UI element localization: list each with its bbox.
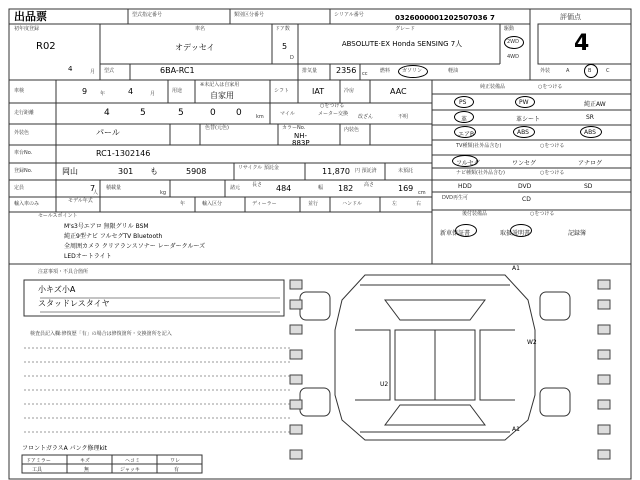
capacity-unit: 人 — [93, 190, 99, 196]
plate-class: 301 — [118, 167, 134, 176]
equip-aw: 純正AW — [584, 101, 606, 108]
mark-w2: W2 — [527, 339, 537, 346]
color-no-2: 883P — [292, 139, 310, 147]
usage-note: ※未記入は自家用 — [200, 82, 240, 88]
nav-note: ○をつける — [540, 170, 565, 176]
legend-tools-value: 無 — [84, 467, 90, 473]
mark-a1-top: A1 — [512, 265, 520, 272]
color-no-1: NH- — [294, 132, 308, 140]
inspect-year: 9 — [82, 87, 88, 96]
tv-fullseg: フルセグ — [456, 160, 480, 167]
interior-color-label: 内装色 — [344, 127, 360, 133]
mark-a1-bottom: A1 — [512, 426, 520, 433]
nav-dvd: DVD — [518, 183, 532, 190]
after-label: 後付装備品 — [462, 211, 488, 217]
sheet-title: 出品票 — [14, 10, 47, 23]
car-diagram — [300, 275, 570, 440]
fuel-light: 軽油 — [448, 68, 459, 74]
mileage-digit-5: 0 — [236, 108, 242, 118]
handle-left: 左 — [392, 201, 398, 207]
nav-sd: SD — [584, 183, 593, 190]
equipment-title: 純正装備品 — [480, 84, 506, 90]
displacement-value: 2356 — [336, 66, 357, 75]
equip-airbag: エアB — [458, 131, 475, 138]
shift-label: シフト — [274, 88, 290, 94]
plate-area: 岡山 — [62, 167, 78, 176]
ext-color-label: 外装色 — [14, 130, 30, 136]
capacity-label: 定員 — [14, 185, 25, 191]
notes-label: 注意事項・不具合箇所 — [38, 269, 89, 275]
ext-grade-label: 外装 — [540, 68, 551, 74]
equip-leather: 革 — [461, 116, 468, 123]
dvd-cd: CD — [522, 196, 531, 203]
score-label: 評価点 — [560, 13, 581, 21]
nav-label: ナビ種類(社外品含む) — [456, 170, 505, 176]
displacement-label: 排気量 — [302, 68, 318, 74]
handle-right: 右 — [416, 201, 422, 207]
legend-crack: ワレ — [170, 458, 181, 464]
mile-label: マイル — [280, 111, 295, 117]
equip-sr: SR — [586, 114, 594, 121]
mileage-unit: km — [256, 114, 264, 120]
meter-unknown: 不明 — [398, 114, 409, 120]
sales-point-4: LEDオートライト — [64, 253, 112, 260]
tv-analog: アナログ — [578, 160, 603, 167]
equip-leather-seat: 革シート — [516, 116, 541, 123]
book-manual: 取扱説明書 — [500, 230, 531, 237]
model-label: 型式 — [104, 68, 115, 74]
nav-hdd: HDD — [458, 183, 472, 190]
book-warranty-circle — [455, 224, 477, 237]
import-div-label: 輸入区分 — [202, 201, 223, 207]
legend-scratch: キズ — [80, 458, 90, 464]
equip-abs2: ABS — [584, 129, 596, 136]
equip-abs: ABS — [517, 129, 529, 136]
header-cell-3: シリアル番号 — [334, 12, 364, 18]
book-record: 記録簿 — [568, 230, 587, 237]
sales-points-label: セールスポイント — [38, 213, 78, 219]
chassis-label: 車台No. — [14, 150, 33, 156]
book-manual-circle — [510, 224, 532, 237]
header-cell-1: 型式指定番号 — [132, 12, 163, 18]
handle-label: ハンドル — [342, 201, 363, 207]
header-cell-2: 類別区分番号 — [234, 12, 265, 18]
legend-tools: 工具 — [32, 467, 43, 473]
legend-mirror: ドアミラー — [26, 458, 51, 464]
dims-label: 諸元 — [230, 185, 241, 191]
sales-point-3: 全周囲カメラ クリアランスソナー レーダークルーズ — [64, 243, 206, 250]
recycle-paid: 円 預託済 — [355, 168, 377, 174]
month-value: 4 — [68, 65, 73, 73]
note-line-2: スタッドレスタイヤ — [38, 299, 110, 308]
mileage-digit-2: 5 — [140, 108, 146, 118]
import-dealer: ディーラー — [252, 201, 277, 207]
score-value: 4 — [574, 31, 590, 56]
import-parallel: 並行 — [308, 201, 319, 207]
import-year-unit: 年 — [180, 201, 186, 207]
meter-change: メーター交換 — [318, 111, 349, 117]
cc-unit: cc — [362, 71, 368, 77]
fuel-gas: ガソリン — [402, 68, 423, 74]
windshield-note: フロントガラスA パンク修理kit — [22, 445, 108, 452]
fuel-label: 燃料 — [380, 68, 391, 74]
after-note: ○をつける — [530, 211, 555, 217]
load-unit: kg — [160, 190, 167, 196]
grade-value: ABSOLUTE·EX Honda SENSING 7人 — [341, 40, 463, 48]
drive-label: 駆動 — [504, 26, 515, 32]
mileage-digit-1: 4 — [104, 108, 110, 118]
book-warranty: 新車保証書 — [440, 230, 471, 237]
meter-tamper: 改ざん — [358, 114, 374, 120]
model-year-label: モデル年式 — [68, 198, 93, 204]
width-label: 幅 — [318, 185, 324, 191]
recycle-amount: 11,870 — [322, 167, 350, 176]
ext-grade-b: B — [588, 68, 592, 74]
capacity-value: 7 — [90, 184, 96, 193]
ext-grade-c: C — [606, 68, 610, 74]
equip-pw: PW — [519, 99, 529, 106]
serial-number: 0326000001202507036 7 — [395, 14, 495, 22]
inspect-label: 車検 — [14, 88, 25, 94]
equipment-note: ○をつける — [538, 84, 563, 90]
dvd-label: DVD再生可 — [442, 195, 469, 201]
tv-label: TV種類(社外品含む) — [456, 143, 502, 149]
mileage-digit-4: 0 — [210, 108, 216, 118]
color-change-label: 色替(元色) — [205, 125, 229, 131]
tv-note: ○をつける — [540, 143, 565, 149]
car-name: オデッセイ — [175, 43, 215, 52]
mark-u2: U2 — [380, 381, 389, 388]
inspect-month: 4 — [128, 87, 134, 96]
ac-label: 冷房 — [344, 88, 355, 94]
mileage-digit-3: 5 — [178, 108, 184, 118]
sales-point-1: M's3号エアロ 無限グリル BSM — [64, 223, 149, 230]
doors-label: ドア数 — [275, 26, 290, 32]
width-value: 182 — [338, 184, 354, 193]
drive-4wd: 4WD — [507, 54, 519, 60]
usage-label: 用途 — [172, 88, 183, 94]
recycle-label: リサイクル 預託金 — [238, 165, 279, 171]
chassis-value: RC1-1302146 — [96, 149, 151, 158]
usage-value: 自家用 — [210, 91, 234, 100]
inspector-note: 検査員記入欄:修復歴「有」の場合は修復箇所・交換箇所を記入 — [30, 331, 172, 337]
load-label: 積載量 — [106, 185, 122, 191]
legend-jack-value: 有 — [174, 467, 180, 473]
legend-jack: ジャッキ — [120, 467, 140, 473]
inspect-year-unit: 年 — [100, 91, 106, 97]
equip-ps: PS — [459, 99, 467, 106]
tv-oneseg: ワンセグ — [512, 160, 537, 167]
length-value: 484 — [276, 184, 292, 193]
note-line-1: 小キズ小A — [38, 285, 76, 294]
year-label: 初年度登録 — [14, 26, 40, 32]
month-unit: 月 — [90, 69, 96, 75]
grade-label: グレード — [395, 26, 416, 32]
plate-label: 登録No. — [14, 168, 33, 174]
ext-grade-a: A — [566, 68, 570, 74]
plate-number: 5908 — [186, 167, 207, 176]
year-value: R02 — [36, 41, 56, 52]
ac-value: AAC — [390, 87, 407, 96]
doors-value: 5 — [282, 42, 288, 51]
color-no-label: カラーNo. — [282, 125, 306, 131]
model-value: 6BA-RC1 — [160, 66, 195, 75]
height-label: 高さ — [364, 182, 375, 188]
doors-unit: D — [290, 55, 294, 61]
mileage-label: 走行距離 — [14, 110, 35, 116]
mileage-circle-note: ○をつける — [320, 103, 345, 109]
recycle-unpaid: 未預託 — [398, 168, 414, 174]
shift-value: IAT — [312, 87, 325, 96]
car-name-label: 車名 — [195, 26, 206, 32]
import-label: 輸入車のみ — [14, 201, 40, 207]
length-label: 長さ — [252, 182, 263, 188]
inspect-month-unit: 月 — [150, 91, 156, 97]
height-unit: cm — [418, 190, 426, 196]
plate-kana: も — [150, 167, 158, 176]
height-value: 169 — [398, 184, 414, 193]
drive-2wd: 2WD — [507, 39, 519, 45]
legend-dent: ヘコミ — [125, 458, 141, 464]
ext-color: パール — [96, 128, 120, 137]
sales-point-2: 純正9型ナビ フルセグTV Bluetooth — [64, 233, 163, 240]
